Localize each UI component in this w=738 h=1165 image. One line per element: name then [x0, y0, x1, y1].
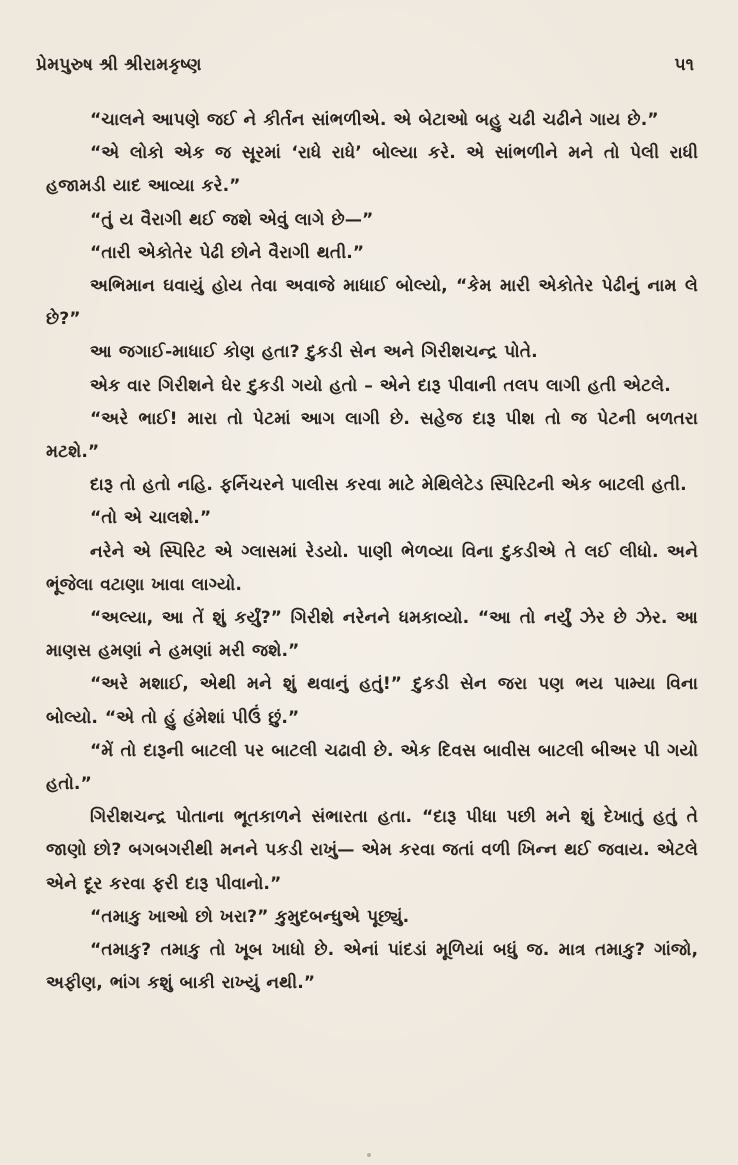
paragraph: “એ લોકો એક જ સૂરમાં ‘રાધે રાધે’ બોલ્યા કરે. એ સાંભળીને મને તો પેલી રાધી હજામડી યાદ આવ્યા કરે.”: [46, 143, 698, 197]
paragraph: ગિરીશચન્દ્ર પોતાના ભૂતકાળને સંભારતા હતા. “દારૂ પીધા પછી મને શું દેખાતું હતું તે જાણો છો? બગબગરીથી મનને પકડી રાખું— એમ કરવા જતાં વળી ખિન્ન થઈ જવાય. એટલે એને દૂર કરવા ફરી દારૂ પીવાનો.”: [46, 807, 698, 894]
paragraph: “ચાલને આપણે જઈ ને કીર્તન સાંભળીએ. એ બેટાઓ બહુ ચઢી ચઢીને ગાય છે.”: [90, 110, 659, 130]
paragraph: “અલ્યા, આ તેં શું કર્યું?” ગિરીશે નરેનને ધમકાવ્યો. “આ તો નર્યું ઝેર છે ઝેર. આ માણસ હમણાં ને હમણાં મરી જશે.”: [46, 608, 698, 662]
paragraph: દારૂ તો હતો નહિ. ફર્નિચરને પાલીસ કરવા માટે મેથિલેટેડ સ્પિરિટની એક બાટલી હતી.: [90, 475, 687, 496]
paragraph: “મેં તો દારૂની બાટલી પર બાટલી ચઢાવી છે. એક દિવસ બાવીસ બાટલી બીઅર પી ગયો હતો.”: [46, 740, 698, 795]
paragraph: “તમાકુ ખાઓ છો ખરા?” કુમુદબન્ધુએ પૂછ્યું.: [90, 906, 410, 927]
paragraph: અભિમાન ઘવાયું હોય તેવા અવાજે માધાઈ બોલ્યો, “કેમ મારી એકોતેર પેઢીનું નામ લે છે?”: [46, 276, 698, 330]
paragraph: નરેને એ સ્પિરિટ એ ગ્લાસમાં રેડયો. પાણી ભેળવ્યા વિના દુકડીએ તે લઈ લીધો. અને ભૂંજેલા વટાણા ખાવા લાગ્યો.: [46, 541, 698, 595]
page-mark: [367, 1153, 371, 1157]
page-header: [36, 50, 694, 80]
page-number: ૫૧: [674, 55, 694, 75]
running-head: પ્રેમપુરુષ શ્રી શ્રીરામકૃષ્ણ: [36, 55, 202, 75]
paragraph: “તારી એકોતેર પેઢી છોને વૈરાગી થતી.”: [90, 242, 365, 263]
body-text: [46, 104, 698, 1000]
paragraph: એક વાર ગિરીશને ઘેર દુકડી ગયો હતો – એને દારૂ પીવાની તલપ લાગી હતી એટલે.: [90, 375, 671, 396]
paragraph: “તમાકુ? તમાકુ તો ખૂબ ખાધો છે. એનાં પાંદડાં મૂળિયાં બધું જ. માત્ર તમાકુ? ગાંજો, અફીણ, ભાંગ કશું બાકી રાખ્યું નથી.”: [46, 940, 698, 994]
paragraph: “તું ય વૈરાગી થઈ જશે એવું લાગે છે—”: [90, 209, 374, 230]
paragraph: “તો એ ચાલશે.”: [90, 508, 212, 529]
paragraph: આ જગાઈ-માધાઈ કોણ હતા? દુકડી સેન અને ગિરીશચન્દ્ર પોતે.: [90, 342, 538, 363]
paragraph: “અરે મશાઈ, એથી મને શું થવાનું હતું!” દુકડી સેન જરા પણ ભય પામ્યા વિના બોલ્યો. “એ તો હું હંમેશાં પીઉં છું.”: [46, 674, 698, 728]
paragraph: “અરે ભાઈ! મારા તો પેટમાં આગ લાગી છે. સહેજ દારૂ પીશ તો જ પેટની બળતરા મટશે.”: [46, 408, 698, 463]
